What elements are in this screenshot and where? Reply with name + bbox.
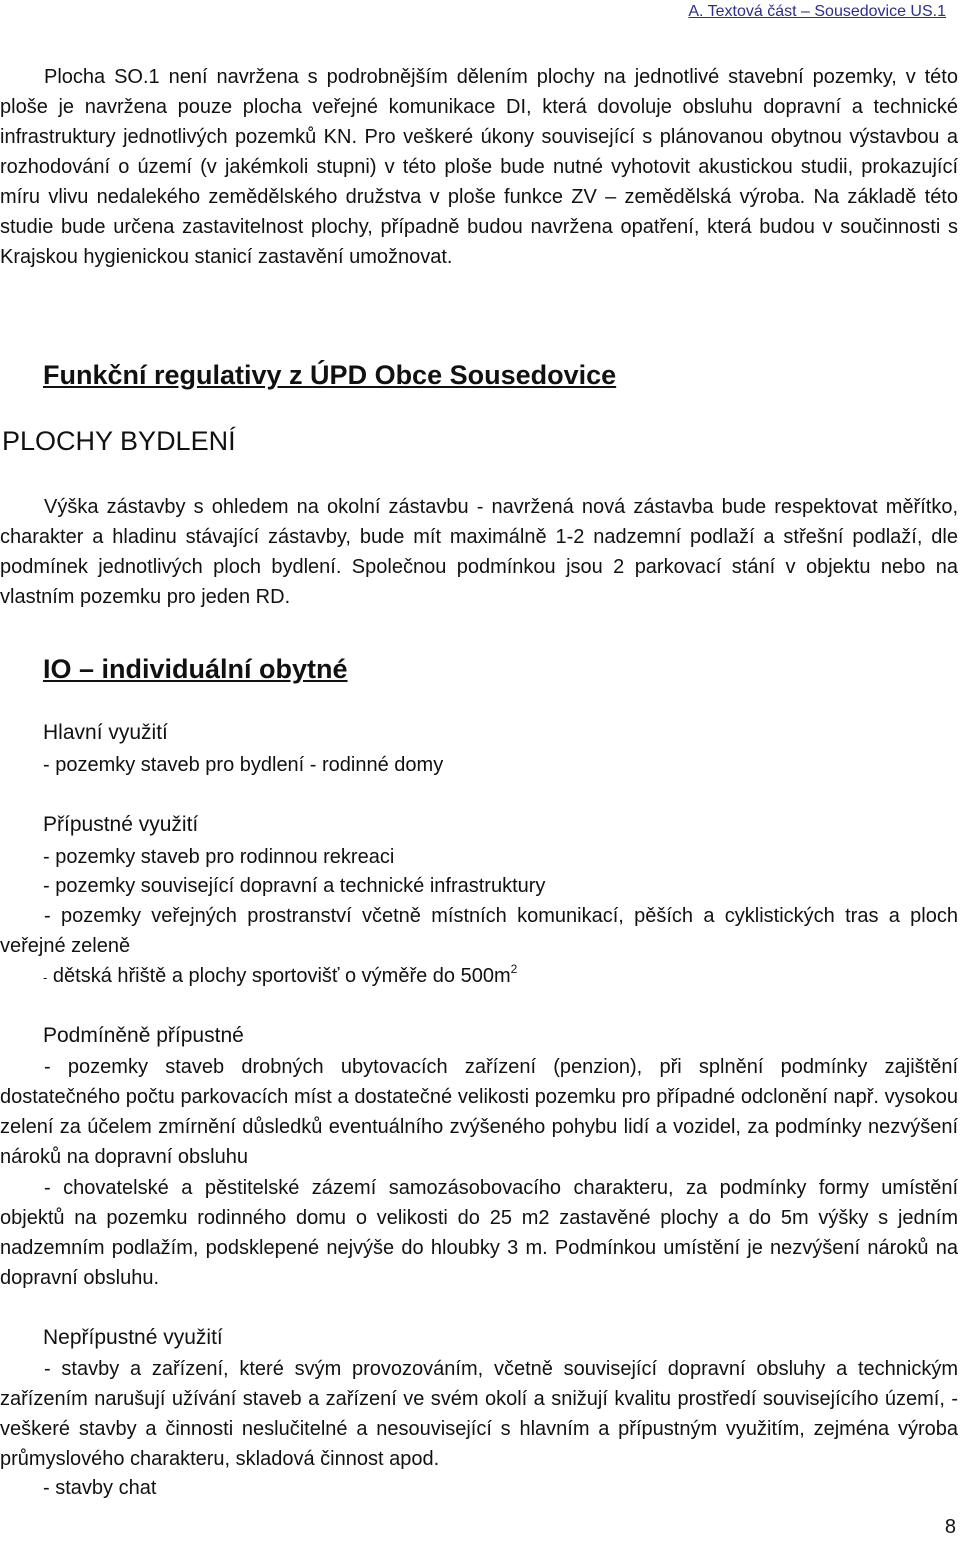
pripustne-item-4-dash: - bbox=[43, 970, 48, 985]
pripustne-item-4 bbox=[43, 961, 517, 993]
pripustne-item-2: - pozemky související dopravní a technické infrastruktury bbox=[43, 875, 546, 897]
pripustne-item-3: - pozemky veřejných prostranství včetně místních komunikací, pěších a cyklistických tras a ploch veřejné zeleně bbox=[0, 905, 958, 957]
io-title: IO – individuální obytné bbox=[43, 654, 348, 684]
podminene-item-2: - chovatelské a pěstitelské zázemí samozásobovacího charakteru, za podmínky formy umístění objektů na pozemku rodinného domu o velikosti do 25 m2 zastavěné plochy a do 5m výšky s jedním nadzemním podlažím, podsklepené nejvýše do hloubky 3 m. Podmínkou umístění je nezvýšení nároků na dopravní obsluhu. bbox=[0, 1177, 958, 1289]
pripustne-title: Přípustné využití bbox=[43, 813, 199, 836]
plochy-paragraph: Výška zástavby s ohledem na okolní zástavbu - navržená nová zástavba bude respektovat měřítko, charakter a hladinu stávající zástavby, bude mít maximálně 1-2 nadzemní podlaží a střešní podlaží, dle podmínek jednotlivých ploch bydlení. Společnou podmínkou jsou 2 parkovací stání v objektu nebo na vlastním pozemku pro jeden RD. bbox=[0, 496, 958, 608]
document-header: A. Textová část – Sousedovice US.1 bbox=[688, 3, 946, 20]
plochy-title: PLOCHY BYDLENÍ bbox=[2, 426, 236, 456]
page-number: 8 bbox=[944, 1516, 956, 1538]
section-title: Funkční regulativy z ÚPD Obce Sousedovice bbox=[43, 360, 617, 390]
nepripustne-title: Nepřípustné využití bbox=[43, 1326, 223, 1349]
hlavni-item: - pozemky staveb pro bydlení - rodinné domy bbox=[43, 754, 444, 776]
podminene-title: Podmíněně přípustné bbox=[43, 1024, 244, 1047]
intro-paragraph: Plocha SO.1 není navržena s podrobnějším dělením plochy na jednotlivé stavební pozemky, v této ploše je navržena pouze plocha veřejné komunikace DI, která dovoluje obsluhu dopravní a technické infrastruktury jednotlivých pozemků KN. Pro veškeré úkony související s plánovanou obytnou výstavbou a rozhodování o území (v jakémkoli stupni) v této ploše bude nutné vyhotovit akustickou studii, prokazující míru vlivu nedalekého zemědělského družstva v ploše funkce ZV – zemědělská výroba. Na základě této studie bude určena zastavitelnost plochy, případně budou navržena opatření, která budou v součinnosti s Krajskou hygienickou stanicí zastavění umožnovat. bbox=[0, 66, 958, 268]
hlavni-title: Hlavní využití bbox=[43, 721, 168, 744]
podminene-item-1: - pozemky staveb drobných ubytovacích zařízení (penzion), při splnění podmínky zajištění dostatečného počtu parkovacích míst a dostatečné velikosti pozemku pro případné odclonění např. vysokou zelení za účelem zmírnění důsledků eventuálního zvýšeného pohybu lidí a vozidel, za podmínky nezvýšení nároků na dopravní obsluhu bbox=[0, 1056, 958, 1168]
pripustne-item-4-text: dětská hřiště a plochy sportovišť o výměře do 500m bbox=[47, 965, 511, 987]
pripustne-item-1: - pozemky staveb pro rodinnou rekreaci bbox=[43, 846, 395, 868]
nepripustne-item-1: - stavby a zařízení, které svým provozováním, včetně související dopravní obsluhy a technickým zařízením narušují užívání staveb a zařízení ve svém okolí a snižují kvalitu prostředí souvisejícího území, - veškeré stavby a činnosti neslučitelné a nesouvisející s hlavním a přípustným využitím, zejména výroba průmyslového charakteru, skladová činnost apod. bbox=[0, 1358, 958, 1470]
pripustne-item-4-sup: 2 bbox=[510, 962, 518, 976]
nepripustne-item-2: - stavby chat bbox=[43, 1477, 157, 1499]
